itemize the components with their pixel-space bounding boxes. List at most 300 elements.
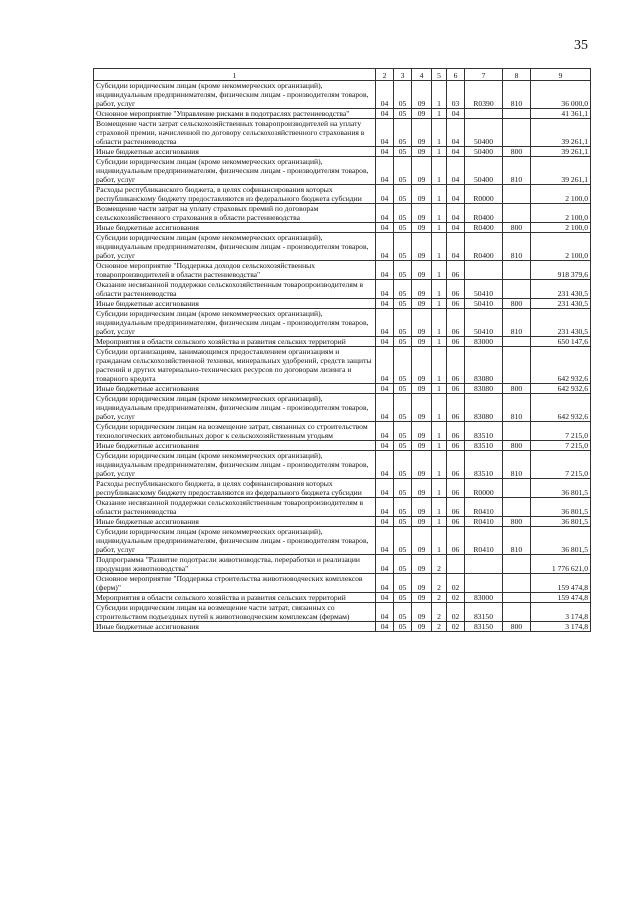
row-code-cell: 05 bbox=[394, 451, 412, 479]
header-cell: 3 bbox=[394, 69, 412, 81]
row-code-cell: 09 bbox=[412, 479, 432, 498]
row-name-cell: Оказание несвязанной поддержки сельскохозяйственным товаропроизводителям в области растениеводства bbox=[94, 498, 376, 517]
row-expense-cell bbox=[503, 261, 531, 280]
row-target-cell bbox=[465, 555, 503, 574]
row-code-cell: 06 bbox=[447, 441, 465, 451]
row-expense-cell bbox=[503, 119, 531, 147]
row-amount-cell: 3 174,8 bbox=[531, 603, 591, 622]
row-expense-cell bbox=[503, 109, 531, 119]
row-code-cell: 05 bbox=[394, 147, 412, 157]
table-row bbox=[94, 185, 591, 204]
row-code-cell: 1 bbox=[432, 119, 447, 147]
row-code-cell: 02 bbox=[447, 603, 465, 622]
row-code-cell: 1 bbox=[432, 204, 447, 223]
table-row bbox=[94, 81, 591, 109]
header-cell: 7 bbox=[465, 69, 503, 81]
row-code-cell: 06 bbox=[447, 337, 465, 347]
row-code-cell: 09 bbox=[412, 233, 432, 261]
row-code-cell: 03 bbox=[447, 81, 465, 109]
row-expense-cell: 810 bbox=[503, 451, 531, 479]
row-code-cell: 09 bbox=[412, 347, 432, 384]
row-amount-cell: 642 932,6 bbox=[531, 394, 591, 422]
row-code-cell: 09 bbox=[412, 451, 432, 479]
row-code-cell: 05 bbox=[394, 299, 412, 309]
row-code-cell: 09 bbox=[412, 384, 432, 394]
row-name-cell: Расходы республиканского бюджета, в целях софинансирования которых республиканскому бюджету предоставляются из федерального бюджета субсидии bbox=[94, 185, 376, 204]
row-code-cell: 04 bbox=[447, 147, 465, 157]
row-code-cell: 05 bbox=[394, 422, 412, 441]
row-amount-cell: 36 801,5 bbox=[531, 498, 591, 517]
row-code-cell: 04 bbox=[376, 498, 394, 517]
row-name-cell: Субсидии юридическим лицам (кроме некоммерческих организаций), индивидуальным предпринимателям, физическим лицам - производителям товаров, работ, услуг bbox=[94, 309, 376, 337]
row-code-cell: 09 bbox=[412, 81, 432, 109]
table-row bbox=[94, 299, 591, 309]
row-code-cell: 09 bbox=[412, 223, 432, 233]
row-code-cell: 02 bbox=[447, 622, 465, 632]
row-amount-cell: 36 000,0 bbox=[531, 81, 591, 109]
row-code-cell: 09 bbox=[412, 299, 432, 309]
header-cell: 2 bbox=[376, 69, 394, 81]
row-code-cell: 09 bbox=[412, 498, 432, 517]
table-row bbox=[94, 527, 591, 555]
table-row bbox=[94, 147, 591, 157]
row-code-cell: 1 bbox=[432, 147, 447, 157]
row-target-cell: 83000 bbox=[465, 593, 503, 603]
row-expense-cell bbox=[503, 603, 531, 622]
row-code-cell: 1 bbox=[432, 299, 447, 309]
row-target-cell: 50400 bbox=[465, 147, 503, 157]
row-name-cell: Иные бюджетные ассигнования bbox=[94, 223, 376, 233]
row-code-cell: 05 bbox=[394, 384, 412, 394]
row-code-cell: 04 bbox=[376, 384, 394, 394]
row-amount-cell: 918 379,6 bbox=[531, 261, 591, 280]
row-expense-cell: 810 bbox=[503, 394, 531, 422]
row-expense-cell bbox=[503, 337, 531, 347]
row-amount-cell: 39 261,1 bbox=[531, 157, 591, 185]
row-code-cell: 04 bbox=[447, 233, 465, 261]
row-code-cell: 06 bbox=[447, 479, 465, 498]
row-amount-cell: 2 100,0 bbox=[531, 233, 591, 261]
row-code-cell: 04 bbox=[447, 223, 465, 233]
row-code-cell: 05 bbox=[394, 309, 412, 337]
row-code-cell: 06 bbox=[447, 517, 465, 527]
row-code-cell: 04 bbox=[376, 81, 394, 109]
row-code-cell: 09 bbox=[412, 555, 432, 574]
row-code-cell: 1 bbox=[432, 223, 447, 233]
row-name-cell: Мероприятия в области сельского хозяйства и развития сельских территорий bbox=[94, 337, 376, 347]
row-code-cell: 04 bbox=[376, 603, 394, 622]
row-code-cell: 2 bbox=[432, 555, 447, 574]
row-code-cell: 2 bbox=[432, 593, 447, 603]
header-cell: 8 bbox=[503, 69, 531, 81]
table-row bbox=[94, 451, 591, 479]
row-code-cell: 1 bbox=[432, 394, 447, 422]
row-code-cell: 05 bbox=[394, 479, 412, 498]
row-amount-cell: 231 430,5 bbox=[531, 299, 591, 309]
row-code-cell: 05 bbox=[394, 517, 412, 527]
row-code-cell: 04 bbox=[447, 204, 465, 223]
row-name-cell: Иные бюджетные ассигнования bbox=[94, 441, 376, 451]
row-code-cell: 02 bbox=[447, 574, 465, 593]
row-code-cell: 1 bbox=[432, 337, 447, 347]
row-code-cell: 04 bbox=[376, 517, 394, 527]
row-amount-cell: 7 215,0 bbox=[531, 441, 591, 451]
row-code-cell: 09 bbox=[412, 593, 432, 603]
row-expense-cell bbox=[503, 422, 531, 441]
table-row bbox=[94, 384, 591, 394]
row-code-cell: 09 bbox=[412, 574, 432, 593]
row-code-cell: 1 bbox=[432, 422, 447, 441]
row-code-cell: 04 bbox=[376, 261, 394, 280]
row-code-cell: 09 bbox=[412, 119, 432, 147]
row-code-cell: 06 bbox=[447, 280, 465, 299]
row-expense-cell bbox=[503, 280, 531, 299]
row-name-cell: Расходы республиканского бюджета, в целях софинансирования которых республиканскому бюджету предоставляются из федерального бюджета субсидии bbox=[94, 479, 376, 498]
header-cell: 5 bbox=[432, 69, 447, 81]
budget-table bbox=[93, 68, 591, 632]
row-name-cell: Иные бюджетные ассигнования bbox=[94, 299, 376, 309]
row-code-cell: 05 bbox=[394, 157, 412, 185]
row-code-cell: 2 bbox=[432, 622, 447, 632]
row-code-cell: 09 bbox=[412, 261, 432, 280]
row-name-cell: Основное мероприятие "Поддержка строительства животноводческих комплексов (ферм)" bbox=[94, 574, 376, 593]
row-target-cell: R0400 bbox=[465, 233, 503, 261]
row-code-cell: 09 bbox=[412, 337, 432, 347]
row-code-cell: 05 bbox=[394, 223, 412, 233]
row-code-cell: 05 bbox=[394, 81, 412, 109]
row-code-cell: 09 bbox=[412, 185, 432, 204]
row-amount-cell: 642 932,6 bbox=[531, 384, 591, 394]
row-name-cell: Субсидии юридическим лицам (кроме некоммерческих организаций), индивидуальным предпринимателям, физическим лицам - производителям товаров, работ, услуг bbox=[94, 527, 376, 555]
row-code-cell: 05 bbox=[394, 337, 412, 347]
row-target-cell: R0400 bbox=[465, 204, 503, 223]
header-cell: 4 bbox=[412, 69, 432, 81]
header-cell: 1 bbox=[94, 69, 376, 81]
row-amount-cell: 231 430,5 bbox=[531, 280, 591, 299]
row-code-cell: 05 bbox=[394, 441, 412, 451]
row-target-cell: 83150 bbox=[465, 603, 503, 622]
row-target-cell: 83000 bbox=[465, 337, 503, 347]
row-code-cell: 1 bbox=[432, 233, 447, 261]
row-amount-cell: 2 100,0 bbox=[531, 185, 591, 204]
page-number: 35 bbox=[574, 38, 588, 53]
row-name-cell: Возмещение части затрат на уплату страховых премий по договорам сельскохозяйственного страхования в области растениеводства bbox=[94, 204, 376, 223]
row-code-cell: 04 bbox=[376, 593, 394, 603]
row-code-cell: 04 bbox=[376, 299, 394, 309]
row-expense-cell: 810 bbox=[503, 309, 531, 337]
row-target-cell: 83150 bbox=[465, 622, 503, 632]
table-row bbox=[94, 441, 591, 451]
row-code-cell: 05 bbox=[394, 527, 412, 555]
row-code-cell: 04 bbox=[376, 280, 394, 299]
row-amount-cell: 231 430,5 bbox=[531, 309, 591, 337]
row-amount-cell: 7 215,0 bbox=[531, 422, 591, 441]
table-row bbox=[94, 555, 591, 574]
table-row bbox=[94, 347, 591, 384]
row-target-cell: 50400 bbox=[465, 119, 503, 147]
row-target-cell: R0410 bbox=[465, 527, 503, 555]
row-code-cell: 1 bbox=[432, 479, 447, 498]
row-amount-cell: 159 474,8 bbox=[531, 593, 591, 603]
row-expense-cell bbox=[503, 498, 531, 517]
row-target-cell: R0000 bbox=[465, 479, 503, 498]
table-row bbox=[94, 394, 591, 422]
row-code-cell: 05 bbox=[394, 498, 412, 517]
row-code-cell: 04 bbox=[376, 422, 394, 441]
row-code-cell: 04 bbox=[376, 204, 394, 223]
row-target-cell: 83080 bbox=[465, 394, 503, 422]
row-code-cell: 1 bbox=[432, 451, 447, 479]
row-code-cell: 04 bbox=[376, 157, 394, 185]
row-target-cell: R0400 bbox=[465, 223, 503, 233]
row-code-cell: 06 bbox=[447, 261, 465, 280]
row-expense-cell: 810 bbox=[503, 527, 531, 555]
row-code-cell: 06 bbox=[447, 527, 465, 555]
row-target-cell: 83510 bbox=[465, 422, 503, 441]
row-code-cell: 06 bbox=[447, 451, 465, 479]
row-code-cell: 05 bbox=[394, 119, 412, 147]
row-amount-cell: 2 100,0 bbox=[531, 204, 591, 223]
row-code-cell: 1 bbox=[432, 384, 447, 394]
table-row bbox=[94, 223, 591, 233]
table-row bbox=[94, 337, 591, 347]
row-code-cell: 05 bbox=[394, 622, 412, 632]
row-code-cell: 05 bbox=[394, 109, 412, 119]
row-name-cell: Субсидии юридическим лицам (кроме некоммерческих организаций), индивидуальным предпринимателям, физическим лицам - производителям товаров, работ, услуг bbox=[94, 394, 376, 422]
row-target-cell: 50410 bbox=[465, 309, 503, 337]
row-amount-cell: 3 174,8 bbox=[531, 622, 591, 632]
row-code-cell: 05 bbox=[394, 261, 412, 280]
table-header-row bbox=[94, 69, 591, 81]
table-body bbox=[94, 81, 591, 632]
row-code-cell: 1 bbox=[432, 309, 447, 337]
table-row bbox=[94, 261, 591, 280]
row-code-cell: 1 bbox=[432, 280, 447, 299]
row-name-cell: Основное мероприятие "Поддержка доходов сельскохозяйственных товаропроизводителей в области растениеводства" bbox=[94, 261, 376, 280]
table-row bbox=[94, 593, 591, 603]
row-amount-cell: 41 361,1 bbox=[531, 109, 591, 119]
row-code-cell: 09 bbox=[412, 603, 432, 622]
row-code-cell: 04 bbox=[376, 109, 394, 119]
row-expense-cell: 810 bbox=[503, 157, 531, 185]
row-target-cell bbox=[465, 261, 503, 280]
row-code-cell: 06 bbox=[447, 422, 465, 441]
row-expense-cell: 810 bbox=[503, 81, 531, 109]
row-code-cell: 1 bbox=[432, 347, 447, 384]
row-code-cell: 04 bbox=[376, 394, 394, 422]
row-expense-cell: 800 bbox=[503, 299, 531, 309]
row-code-cell: 2 bbox=[432, 603, 447, 622]
row-code-cell: 05 bbox=[394, 347, 412, 384]
row-code-cell: 06 bbox=[447, 309, 465, 337]
header-cell: 6 bbox=[447, 69, 465, 81]
table-row bbox=[94, 622, 591, 632]
row-code-cell: 09 bbox=[412, 204, 432, 223]
row-name-cell: Иные бюджетные ассигнования bbox=[94, 384, 376, 394]
row-expense-cell bbox=[503, 347, 531, 384]
row-code-cell: 09 bbox=[412, 280, 432, 299]
row-expense-cell bbox=[503, 574, 531, 593]
table-row bbox=[94, 280, 591, 299]
row-target-cell: 83080 bbox=[465, 384, 503, 394]
row-amount-cell: 650 147,6 bbox=[531, 337, 591, 347]
row-code-cell: 04 bbox=[447, 157, 465, 185]
row-code-cell: 09 bbox=[412, 109, 432, 119]
table-row bbox=[94, 157, 591, 185]
row-target-cell bbox=[465, 574, 503, 593]
table-row bbox=[94, 204, 591, 223]
table-row bbox=[94, 109, 591, 119]
row-expense-cell: 800 bbox=[503, 223, 531, 233]
row-name-cell: Иные бюджетные ассигнования bbox=[94, 147, 376, 157]
row-code-cell: 2 bbox=[432, 574, 447, 593]
row-code-cell: 09 bbox=[412, 622, 432, 632]
table-row bbox=[94, 119, 591, 147]
row-code-cell: 04 bbox=[376, 337, 394, 347]
row-name-cell: Субсидии юридическим лицам (кроме некоммерческих организаций), индивидуальным предпринимателям, физическим лицам - производителям товаров, работ, услуг bbox=[94, 81, 376, 109]
row-code-cell: 09 bbox=[412, 422, 432, 441]
row-code-cell: 05 bbox=[394, 185, 412, 204]
row-code-cell: 04 bbox=[447, 185, 465, 204]
row-expense-cell bbox=[503, 593, 531, 603]
row-expense-cell: 800 bbox=[503, 517, 531, 527]
row-code-cell: 09 bbox=[412, 517, 432, 527]
row-expense-cell: 800 bbox=[503, 384, 531, 394]
row-code-cell: 04 bbox=[376, 479, 394, 498]
row-amount-cell: 36 801,5 bbox=[531, 517, 591, 527]
table-row bbox=[94, 603, 591, 622]
row-code-cell: 06 bbox=[447, 384, 465, 394]
row-name-cell: Основное мероприятие "Управление рисками в подотраслях растениеводства" bbox=[94, 109, 376, 119]
row-code-cell: 09 bbox=[412, 147, 432, 157]
row-code-cell: 1 bbox=[432, 185, 447, 204]
row-target-cell: R0000 bbox=[465, 185, 503, 204]
row-name-cell: Иные бюджетные ассигнования bbox=[94, 517, 376, 527]
row-target-cell: 83510 bbox=[465, 451, 503, 479]
row-code-cell: 04 bbox=[376, 527, 394, 555]
row-code-cell: 05 bbox=[394, 280, 412, 299]
row-name-cell: Субсидии юридическим лицам на возмещение затрат, связанных со строительством технологических автомобильных дорог к сельскохозяйственным угодьям bbox=[94, 422, 376, 441]
table-row bbox=[94, 479, 591, 498]
row-code-cell: 09 bbox=[412, 309, 432, 337]
row-code-cell: 06 bbox=[447, 347, 465, 384]
row-code-cell: 04 bbox=[376, 119, 394, 147]
row-amount-cell: 1 776 621,0 bbox=[531, 555, 591, 574]
row-code-cell: 09 bbox=[412, 527, 432, 555]
row-code-cell: 02 bbox=[447, 593, 465, 603]
row-target-cell: 50400 bbox=[465, 157, 503, 185]
row-expense-cell bbox=[503, 204, 531, 223]
row-code-cell: 05 bbox=[394, 593, 412, 603]
row-name-cell: Иные бюджетные ассигнования bbox=[94, 622, 376, 632]
table-row bbox=[94, 309, 591, 337]
row-code-cell: 04 bbox=[376, 309, 394, 337]
row-name-cell: Субсидии юридическим лицам (кроме некоммерческих организаций), индивидуальным предпринимателям, физическим лицам - производителям товаров, работ, услуг bbox=[94, 233, 376, 261]
table-row bbox=[94, 422, 591, 441]
header-cell: 9 bbox=[531, 69, 591, 81]
row-expense-cell: 800 bbox=[503, 622, 531, 632]
row-code-cell: 05 bbox=[394, 233, 412, 261]
row-name-cell: Субсидии юридическим лицам (кроме некоммерческих организаций), индивидуальным предпринимателям, физическим лицам - производителям товаров, работ, услуг bbox=[94, 451, 376, 479]
row-code-cell: 04 bbox=[376, 347, 394, 384]
row-amount-cell: 36 801,5 bbox=[531, 527, 591, 555]
row-expense-cell: 800 bbox=[503, 147, 531, 157]
row-code-cell: 1 bbox=[432, 498, 447, 517]
row-amount-cell: 39 261,1 bbox=[531, 119, 591, 147]
table-row bbox=[94, 233, 591, 261]
row-code-cell: 06 bbox=[447, 394, 465, 422]
row-amount-cell: 7 215,0 bbox=[531, 451, 591, 479]
row-name-cell: Подпрограмма "Развитие подотрасли животноводства, переработки и реализации продукции животноводства" bbox=[94, 555, 376, 574]
row-code-cell: 04 bbox=[447, 119, 465, 147]
row-code-cell: 05 bbox=[394, 394, 412, 422]
row-name-cell: Мероприятия в области сельского хозяйства и развития сельских территорий bbox=[94, 593, 376, 603]
row-code-cell: 04 bbox=[376, 622, 394, 632]
table-row bbox=[94, 574, 591, 593]
row-code-cell: 09 bbox=[412, 394, 432, 422]
row-target-cell: R0410 bbox=[465, 517, 503, 527]
table-row bbox=[94, 498, 591, 517]
row-expense-cell bbox=[503, 479, 531, 498]
row-code-cell: 1 bbox=[432, 109, 447, 119]
row-code-cell: 04 bbox=[376, 451, 394, 479]
row-target-cell: R0390 bbox=[465, 81, 503, 109]
row-code-cell: 05 bbox=[394, 204, 412, 223]
row-amount-cell: 2 100,0 bbox=[531, 223, 591, 233]
row-code-cell: 05 bbox=[394, 555, 412, 574]
row-code-cell: 04 bbox=[376, 147, 394, 157]
row-target-cell: R0410 bbox=[465, 498, 503, 517]
row-code-cell: 04 bbox=[376, 555, 394, 574]
row-expense-cell bbox=[503, 555, 531, 574]
row-code-cell: 1 bbox=[432, 157, 447, 185]
row-name-cell: Субсидии юридическим лицам (кроме некоммерческих организаций), индивидуальным предпринимателям, физическим лицам - производителям товаров, работ, услуг bbox=[94, 157, 376, 185]
row-code-cell: 1 bbox=[432, 81, 447, 109]
row-code-cell: 05 bbox=[394, 603, 412, 622]
row-code-cell: 1 bbox=[432, 261, 447, 280]
row-code-cell: 09 bbox=[412, 157, 432, 185]
row-expense-cell: 800 bbox=[503, 441, 531, 451]
row-amount-cell: 159 474,8 bbox=[531, 574, 591, 593]
row-target-cell: 50410 bbox=[465, 299, 503, 309]
row-name-cell: Оказание несвязанной поддержки сельскохозяйственным товаропроизводителям в области растениеводства bbox=[94, 280, 376, 299]
row-code-cell: 04 bbox=[376, 223, 394, 233]
row-amount-cell: 39 261,1 bbox=[531, 147, 591, 157]
row-target-cell: 50410 bbox=[465, 280, 503, 299]
row-name-cell: Субсидии организациям, занимающимся предоставлением организациям и гражданам сельскохозяйственной техники, минеральных удобрений, средств защиты растений и других материально-технических ресурсов по договорам лизинга и товарного кредита bbox=[94, 347, 376, 384]
row-code-cell: 09 bbox=[412, 441, 432, 451]
row-code-cell: 1 bbox=[432, 441, 447, 451]
row-code-cell: 04 bbox=[376, 233, 394, 261]
row-amount-cell: 36 801,5 bbox=[531, 479, 591, 498]
row-code-cell: 04 bbox=[376, 185, 394, 204]
row-code-cell: 06 bbox=[447, 498, 465, 517]
row-target-cell bbox=[465, 109, 503, 119]
row-code-cell: 1 bbox=[432, 517, 447, 527]
row-code-cell bbox=[447, 555, 465, 574]
row-code-cell: 1 bbox=[432, 527, 447, 555]
row-code-cell: 04 bbox=[376, 574, 394, 593]
row-code-cell: 04 bbox=[376, 441, 394, 451]
row-name-cell: Возмещение части затрат сельскохозяйственных товаропроизводителей на уплату страховой премии, начисленной по договору сельскохозяйственного страхования в области растениеводства bbox=[94, 119, 376, 147]
row-name-cell: Субсидии юридическим лицам на возмещение части затрат, связанных со строительством подъездных путей к животноводческим комплексам (фермам) bbox=[94, 603, 376, 622]
row-target-cell: 83510 bbox=[465, 441, 503, 451]
row-code-cell: 05 bbox=[394, 574, 412, 593]
row-code-cell: 06 bbox=[447, 299, 465, 309]
row-expense-cell: 810 bbox=[503, 233, 531, 261]
row-code-cell: 04 bbox=[447, 109, 465, 119]
row-amount-cell: 642 932,6 bbox=[531, 347, 591, 384]
